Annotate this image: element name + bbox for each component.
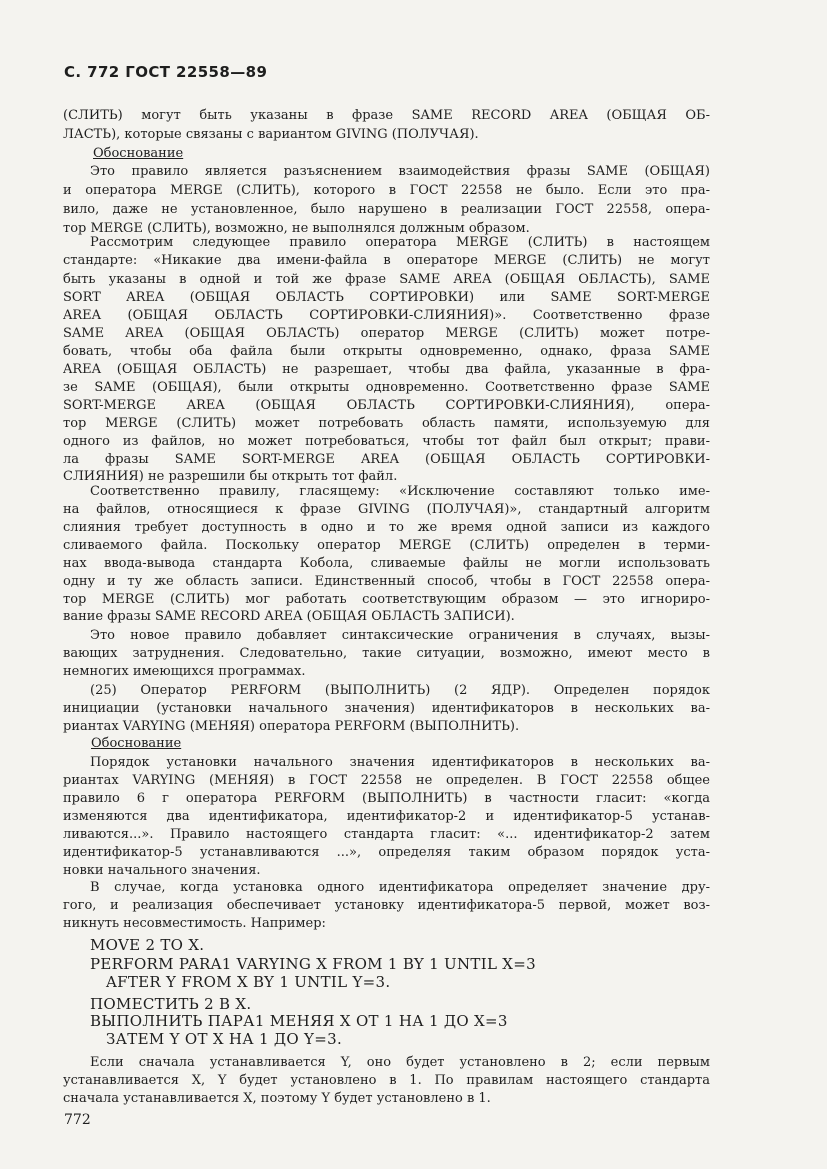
text-line: и оператора MERGE (СЛИТЬ), которого в ГОСТ 22558 не было. Если это пра- [63, 183, 710, 198]
text-line: AREA (ОБЩАЯ ОБЛАСТЬ СОРТИРОВКИ-СЛИЯНИЯ)». Соответственно фразе [63, 308, 710, 323]
text-line: Если сначала устанавливается Y, оно будет установлено в 2; если первым [90, 1055, 710, 1070]
section-heading: Обоснование [91, 736, 182, 751]
text-line: СЛИЯНИЯ) не разрешили бы открыть тот файл. [63, 469, 398, 484]
text-line: (СЛИТЬ) могут быть указаны в фразе SAME RECORD AREA (ОБЩАЯ ОБ- [63, 108, 710, 123]
text-line: изменяются два идентификатора, идентификатор-2 и идентификатор-5 устанав- [63, 809, 710, 824]
text-line: одну и ту же область записи. Единственный способ, чтобы в ГОСТ 22558 опера- [63, 574, 710, 589]
text-line: AREA (ОБЩАЯ ОБЛАСТЬ) не разрешает, чтобы два файла, указанные в фра- [63, 362, 710, 377]
text-line: Это новое правило добавляет синтаксические ограничения в случаях, вызы- [90, 628, 710, 643]
text-line: одного из файлов, но может потребоваться, чтобы тот файл был открыт; прави- [63, 434, 710, 449]
text-line: (25) Оператор PERFORM (ВЫПОЛНИТЬ) (2 ЯДР). Определен порядок [90, 683, 710, 698]
code-line: PERFORM PARA1 VARYING X FROM 1 BY 1 UNTIL X=3 [90, 955, 536, 973]
text-line: никнуть несовместимость. Например: [63, 916, 326, 931]
text-line: В случае, когда установка одного идентификатора определяет значение дру- [90, 880, 710, 895]
text-line: нах ввода-вывода стандарта Кобола, сливаемые файлы не могли использовать [63, 556, 710, 571]
text-line: Соответственно правилу, гласящему: «Исключение составляют только име- [90, 484, 710, 499]
text-line: гого, и реализация обеспечивает установку идентификатора-5 первой, может воз- [63, 898, 710, 913]
page-number: 772 [64, 1112, 91, 1128]
text-line: SORT-MERGE AREA (ОБЩАЯ ОБЛАСТЬ СОРТИРОВКИ-СЛИЯНИЯ), опера- [63, 398, 710, 413]
code-line: ПОМЕСТИТЬ 2 В X. [90, 995, 252, 1013]
text-line: Это правило является разъяснением взаимодействия фразы SAME (ОБЩАЯ) [90, 164, 710, 179]
text-line: SORT AREA (ОБЩАЯ ОБЛАСТЬ СОРТИРОВКИ) или SAME SORT-MERGE [63, 290, 710, 305]
code-line: ЗАТЕМ Y ОТ X НА 1 ДО Y=3. [106, 1030, 343, 1048]
text-line: правило 6 г оператора PERFORM (ВЫПОЛНИТЬ) в частности гласит: «когда [63, 791, 710, 806]
text-line: зе SAME (ОБЩАЯ), были открыты одновременно. Соответственно фразе SAME [63, 380, 710, 395]
text-line: бовать, чтобы оба файла были открыты одновременно, однако, фраза SAME [63, 344, 710, 359]
text-line: ла фразы SAME SORT-MERGE AREA (ОБЩАЯ ОБЛАСТЬ СОРТИРОВКИ- [63, 452, 710, 467]
text-line: риантах VARYING (МЕНЯЯ) оператора PERFORM (ВЫПОЛНИТЬ). [63, 719, 520, 734]
code-line: AFTER Y FROM X BY 1 UNTIL Y=3. [106, 973, 391, 991]
text-line: устанавливается X, Y будет установлено в 1. По правилам настоящего стандарта [63, 1073, 710, 1088]
text-line: SAME AREA (ОБЩАЯ ОБЛАСТЬ) оператор MERGE (СЛИТЬ) может потре- [63, 326, 710, 341]
text-line: сливаемого файла. Поскольку оператор MERGE (СЛИТЬ) определен в терми- [63, 538, 710, 553]
text-line: стандарте: «Никакие два имени-файла в операторе MERGE (СЛИТЬ) не могут [63, 253, 710, 268]
text-line: ливаются...». Правило настоящего стандарта гласит: «... идентификатор-2 затем [63, 827, 710, 842]
code-line: ВЫПОЛНИТЬ ПАРА1 МЕНЯЯ X ОТ 1 НА 1 ДО X=3 [90, 1012, 508, 1030]
text-line: вающих затруднения. Следовательно, такие ситуации, возможно, имеют место в [63, 646, 710, 661]
text-line: новки начального значения. [63, 863, 261, 878]
text-line: ЛАСТЬ), которые связаны с вариантом GIVING (ПОЛУЧАЯ). [63, 127, 479, 142]
text-line: тор MERGE (СЛИТЬ) мог работать соответствующим образом — это игнориро- [63, 592, 710, 607]
text-line: вание фразы SAME RECORD AREA (ОБЩАЯ ОБЛАСТЬ ЗАПИСИ). [63, 609, 515, 624]
code-line: MOVE 2 TO X. [90, 936, 205, 954]
page-header: С. 772 ГОСТ 22558—89 [64, 63, 268, 81]
text-line: сначала устанавливается X, поэтому Y будет установлено в 1. [63, 1091, 491, 1106]
text-line: немногих имеющихся программах. [63, 664, 306, 679]
text-line: Рассмотрим следующее правило оператора MERGE (СЛИТЬ) в настоящем [90, 235, 710, 250]
section-heading: Обоснование [93, 146, 184, 161]
text-line: быть указаны в одной и той же фразе SAME AREA (ОБЩАЯ ОБЛАСТЬ), SAME [63, 272, 710, 287]
text-line: инициации (установки начального значения) идентификаторов в нескольких ва- [63, 701, 710, 716]
text-line: вило, даже не установленное, было нарушено в реализации ГОСТ 22558, опера- [63, 202, 710, 217]
text-line: Порядок установки начального значения идентификаторов в нескольких ва- [90, 755, 710, 770]
text-line: тор MERGE (СЛИТЬ) может потребовать область памяти, используемую для [63, 416, 710, 431]
text-line: идентификатор-5 устанавливаются ...», определяя таким образом порядок уста- [63, 845, 710, 860]
text-line: тор MERGE (СЛИТЬ), возможно, не выполнялся должным образом. [63, 221, 530, 236]
text-line: слияния требует доступность в одно и то же время одной записи из каждого [63, 520, 710, 535]
text-line: на файлов, относящиеся к фразе GIVING (ПОЛУЧАЯ)», стандартный алгоритм [63, 502, 710, 517]
text-line: риантах VARYING (МЕНЯЯ) в ГОСТ 22558 не определен. В ГОСТ 22558 общее [63, 773, 710, 788]
